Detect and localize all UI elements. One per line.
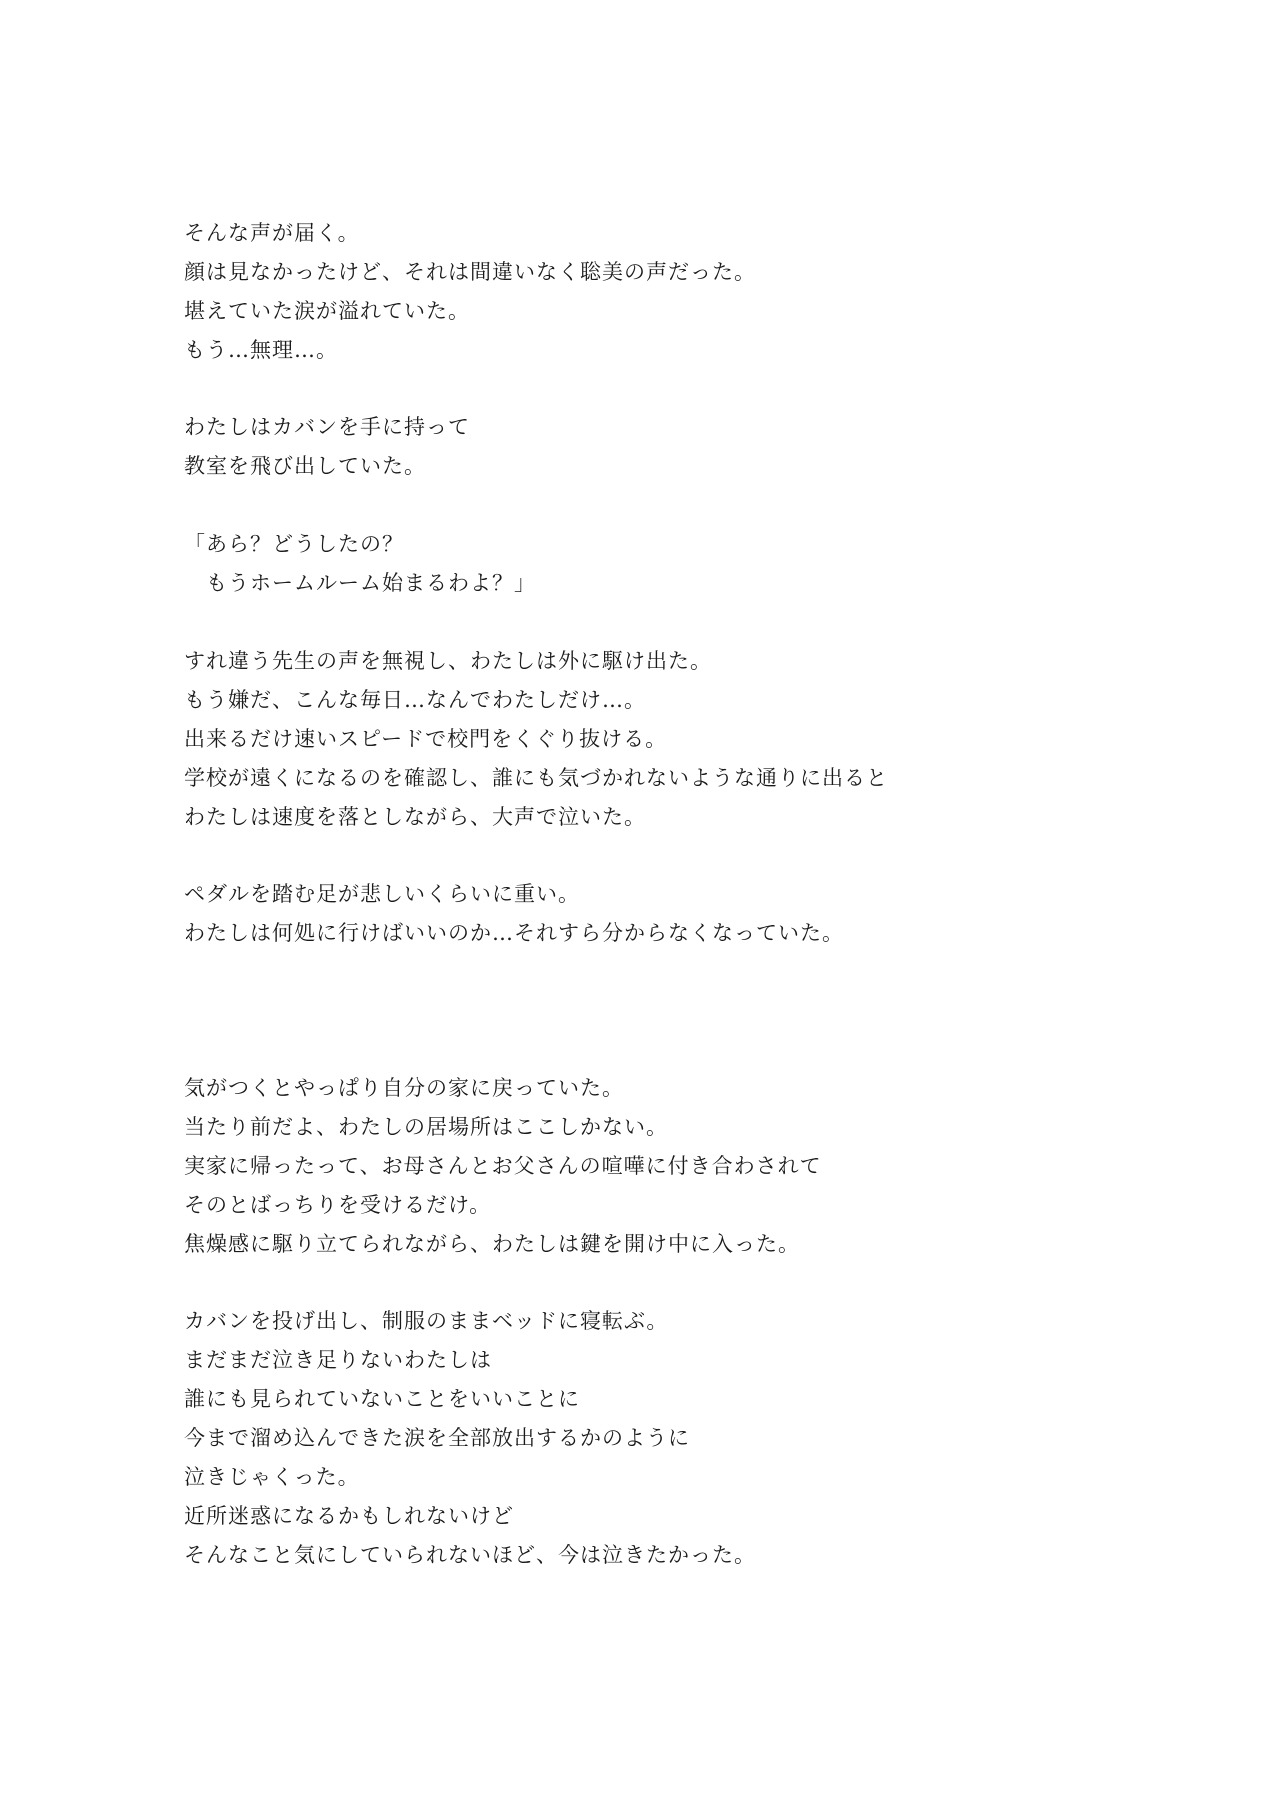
paragraph-7 <box>184 1302 1184 1575</box>
dialogue-line: もうホームルーム始まるわよ？」 <box>206 571 536 595</box>
dialogue-line: 「あら？どうしたの？ <box>184 532 404 556</box>
paragraph-2 <box>184 408 1184 486</box>
text-line: カバンを投げ出し、制服のままベッドに寝転ぶ。 <box>184 1309 669 1333</box>
text-line: ペダルを踏む足が悲しいくらいに重い。 <box>184 882 580 906</box>
paragraph-5 <box>184 875 1184 953</box>
text-line: 気がつくとやっぱり自分の家に戻っていた。 <box>184 1076 624 1100</box>
text-line: そんなこと気にしていられないほど、今は泣きたかった。 <box>184 1543 756 1567</box>
text-line: 堪えていた涙が溢れていた。 <box>184 299 470 323</box>
text-line: 今まで溜め込んできた涙を全部放出するかのように <box>184 1426 690 1450</box>
paragraph-4 <box>184 642 1184 837</box>
text-line: 出来るだけ速いスピードで校門をくぐり抜ける。 <box>184 727 668 751</box>
text-line: まだまだ泣き足りないわたしは <box>184 1348 492 1372</box>
text-line: 当たり前だよ、わたしの居場所はここしかない。 <box>184 1115 668 1139</box>
text-line: 誰にも見られていないことをいいことに <box>184 1387 580 1411</box>
text-line: 学校が遠くになるのを確認し、誰にも気づかれないような通りに出ると <box>184 766 888 790</box>
text-line: 顔は見なかったけど、それは間違いなく聡美の声だった。 <box>184 260 756 284</box>
paragraph-3-dialogue <box>184 525 1184 603</box>
text-line: 実家に帰ったって、お母さんとお父さんの喧嘩に付き合わされて <box>184 1154 822 1178</box>
text-line: 近所迷惑になるかもしれないけど <box>184 1504 514 1528</box>
text-line: わたしは何処に行けばいいのか…それすら分からなくなっていた。 <box>184 921 844 945</box>
text-line: すれ違う先生の声を無視し、わたしは外に駆け出た。 <box>184 649 712 673</box>
text-line: わたしはカバンを手に持って <box>184 415 470 439</box>
text-line: 泣きじゃくった。 <box>184 1465 360 1489</box>
text-line: 教室を飛び出していた。 <box>184 454 426 478</box>
paragraph-6 <box>184 1069 1184 1264</box>
text-line: もう嫌だ、こんな毎日…なんでわたしだけ…。 <box>184 688 646 712</box>
text-line: そのとばっちりを受けるだけ。 <box>184 1193 492 1217</box>
text-line: そんな声が届く。 <box>184 221 360 245</box>
paragraph-1 <box>184 214 1184 370</box>
text-line: 焦燥感に駆り立てられながら、わたしは鍵を開け中に入った。 <box>184 1232 800 1256</box>
text-line: わたしは速度を落としながら、大声で泣いた。 <box>184 805 646 829</box>
text-line: もう…無理…。 <box>184 338 338 362</box>
